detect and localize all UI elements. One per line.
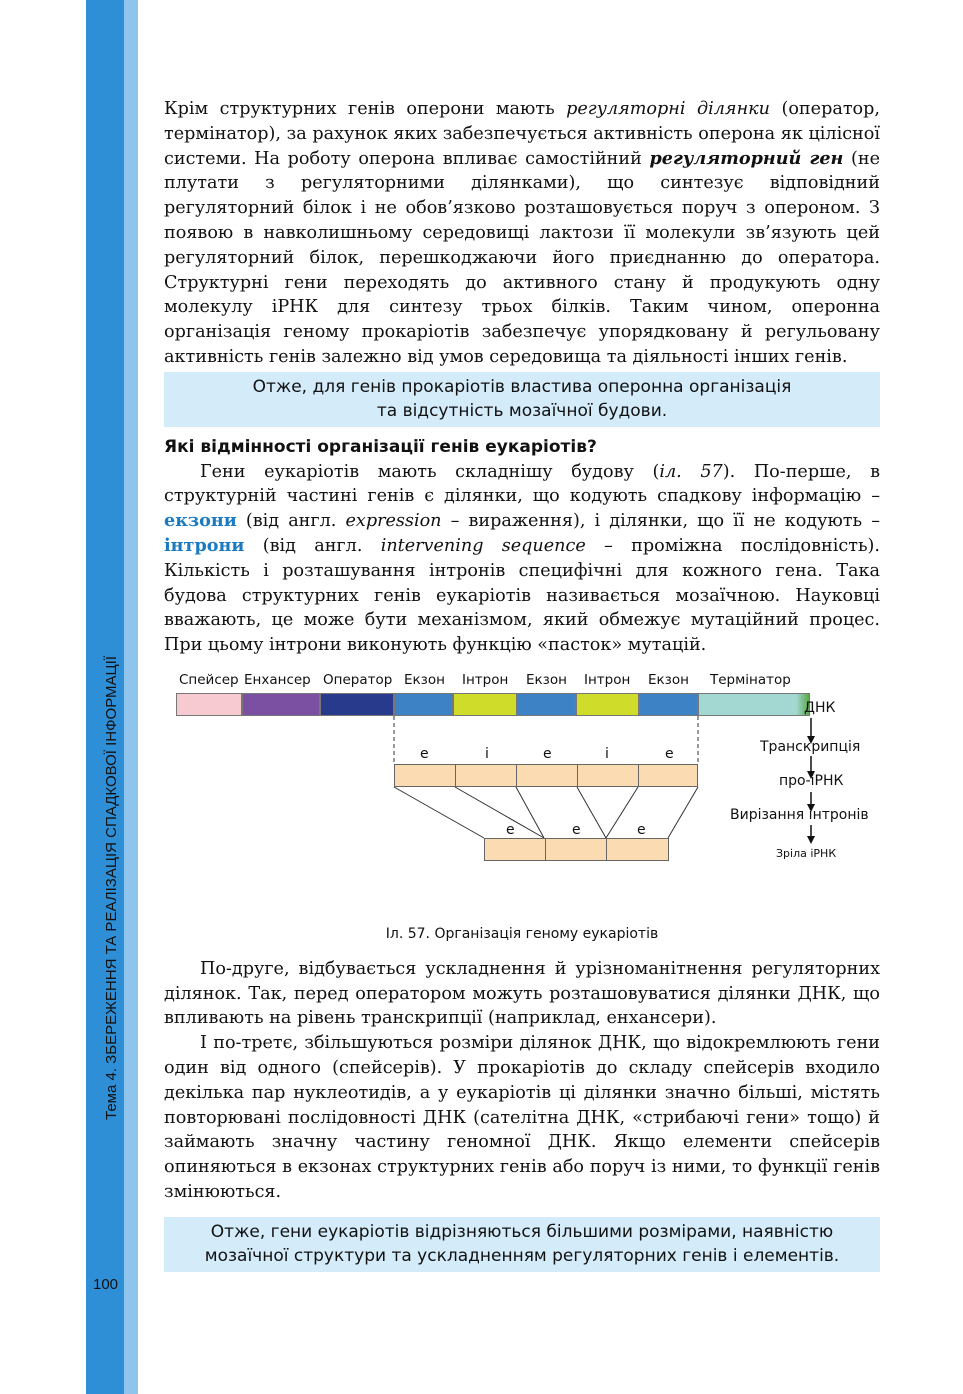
term-regulatory-gene: регуляторний ген [649,147,844,169]
term-exons: екзони [164,510,237,532]
pre-mrna-letter: е [543,745,552,762]
summary-box-prokaryotes: Отже, для генів прокаріотів властива оперонна організація та відсутність мозаїчної будови. [164,372,880,427]
mature-mrna-letter: е [572,821,581,838]
pre-mrna-box [394,764,456,787]
figure-reference: іл. 57 [659,461,723,482]
figure-lines [164,668,880,914]
mature-mrna-box [545,838,607,861]
segment-label: Екзон [648,671,689,688]
term-regulatory-sites: регуляторні ділянки [566,99,771,119]
paragraph-second: По-друге, відбувається ускладнення й урізноманітнення регуляторних ділянок. Так, перед оператором можуть розташовуватися ділянки ДНК, що впливають на рівень транскрипції (наприклад, енхансери). [164,958,880,1029]
sidebar-strip-light [124,0,138,1394]
pre-mrna-box [638,764,698,787]
step-intron-excision: Вирізання інтронів [730,806,869,823]
page-number: 100 [93,1276,119,1293]
mature-mrna-letter: е [506,821,515,838]
segment-label: Екзон [526,671,567,688]
step-pre-mrna: про-іРНК [779,772,844,789]
pre-mrna-letter: і [605,745,609,762]
segment-label: Спейсер [179,671,239,688]
segment-label: Екзон [404,671,445,688]
figure-caption: Іл. 57. Організація геному еукаріотів [385,925,659,942]
page-content [164,97,880,1280]
mature-mrna-letter: е [637,821,646,838]
mature-mrna-box [484,838,546,861]
segment-label: Інтрон [462,671,509,688]
segment-label: Енхансер [244,671,311,688]
paragraph-third: І по-третє, збільшуються розміри ділянок ДНК, що відокремлюють гени один від одного (спейсерів). У прокаріотів до складу спейсерів входило декілька пар нуклеотидів, а у еукаріотів ці ділянки значно більші, містять повторювані послідовності ДНК (сателітна ДНК, «стрибаючі гени» тощо) й займають значну частину геномної ДНК. Якщо елементи спейсерів опиняються в екзонах структурних генів або поруч із ними, то функції генів змінюються. [164,1033,880,1202]
step-transcription: Транскрипція [760,738,861,755]
segment-label: Інтрон [584,671,631,688]
pre-mrna-letter: е [420,745,429,762]
term-introns: інтрони [164,534,245,556]
step-mature-mrna: Зріла іРНК [776,846,837,860]
segment-label: Оператор [323,671,393,688]
sidebar-margin [0,0,86,1394]
segment-label: Термінатор [710,671,791,688]
chapter-label: Тема 4. ЗБЕРЕЖЕННЯ ТА РЕАЛІЗАЦІЯ СПАДКОВОЇ ІНФОРМАЦІЇ [103,656,120,1120]
pre-mrna-letter: е [665,745,674,762]
summary-box-eukaryotes: Отже, гени еукаріотів відрізняються більшими розмірами, наявністю мозаїчної структури та ускладненням регуляторних генів і елементів. [164,1217,880,1272]
section-heading: Які відмінності організації генів еукаріотів? [164,436,597,457]
mature-mrna-box [606,838,669,861]
paragraph-operon: Крім структурних генів оперони мають регуляторні ділянки (оператор, термінатор), за рахунок яких забезпечується активність оперона як цілісної системи. На роботу оперона впливає самостійний регуляторний ген (не плутати з регуляторними ділянками), що синтезує відповідний регуляторний білок і не обов’язково розташовується поруч з опероном. З появою в навколишньому середовищі лактози її молекули зв’язують цей регуляторний білок, перешкоджаючи його приєднанню до оператора. Структурні гени переходять до активного стану й продукують одну молекулу іРНК для синтезу трьох білків. Таким чином, оперонна організація геному прокаріотів забезпечує упорядковану й регульовану активність генів залежно від умов середовища та діяльності інших генів. [164,99,880,367]
gene-structure-figure [164,668,880,914]
pre-mrna-box [516,764,578,787]
paragraph-eukaryote-genes: Гени еукаріотів мають складнішу будову (іл. 57). По-перше, в структурній частині генів є ділянки, що кодують спадкову інформацію – екзони (від англ. expression – вираження), і ділянки, що її не кодують – інтрони (від англ. intervening sequence – проміжна послідовність). Кількість і розташування інтронів специфічні для кожного гена. Така будова структурних генів еукаріотів називається мозаїчною. Науковці вважають, це може бути механізмом, який обмежує мутаційний процес. При цьому інтрони виконують функцію «пасток» мутацій. [164,461,880,656]
pre-mrna-box [577,764,639,787]
pre-mrna-letter: і [485,745,489,762]
pre-mrna-box [455,764,517,787]
dna-label: ДНК [804,699,836,716]
